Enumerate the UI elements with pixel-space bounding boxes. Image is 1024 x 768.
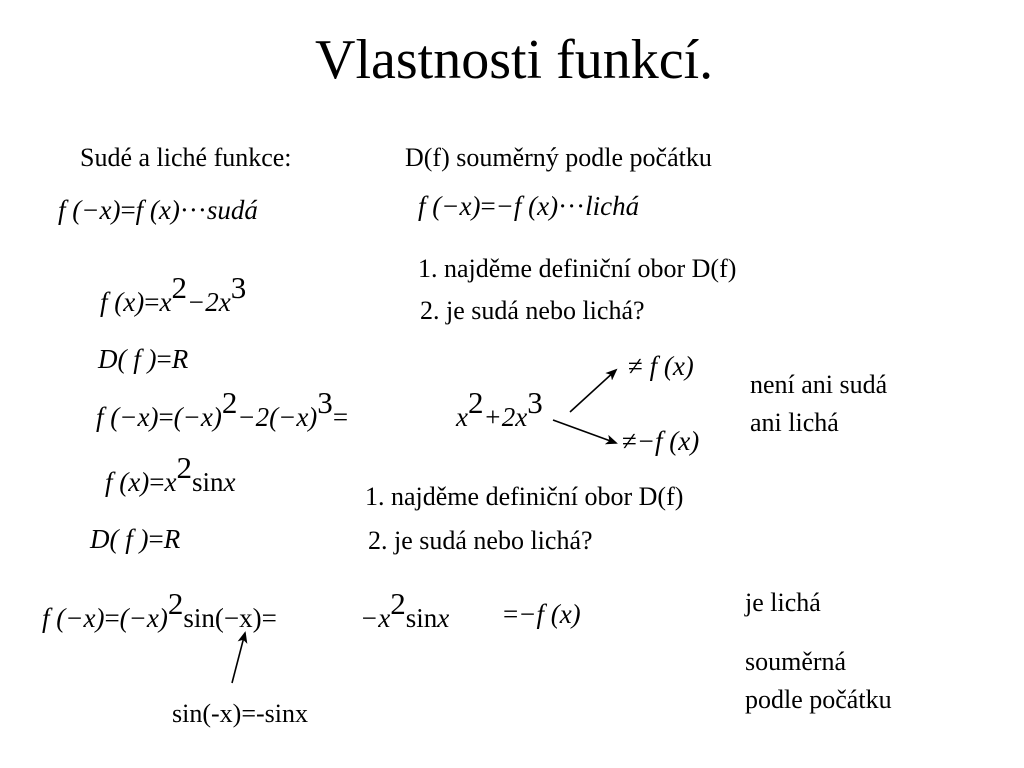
- example2-function: f (x)=x2sinx: [105, 449, 236, 497]
- ex2-fn-var: x: [223, 467, 236, 497]
- ex2-fn-lhs: f (x): [105, 467, 150, 497]
- ex2-fn-term1: x: [164, 467, 177, 497]
- ex2-fn-exp1: 2: [176, 449, 192, 485]
- ex2-mid-exp1: 2: [390, 585, 406, 621]
- sine-identity-note: sin(-x)=-sinx: [172, 699, 308, 728]
- example1-function: f (x)=x2−2x3: [100, 269, 247, 317]
- step-1-second: 1. najděme definiční obor D(f): [365, 482, 684, 511]
- ex2-test-sin: sin(−x): [183, 603, 262, 633]
- step-2-second: 2. je sudá nebo lichá?: [368, 526, 593, 555]
- ex1-fn-term1: x: [159, 287, 172, 317]
- example1-test: f (−x)=(−x)2−2(−x)3=: [96, 384, 349, 432]
- example1-conclusion-line1: není ani sudá: [750, 370, 888, 399]
- ex1-test-p1: (−x): [173, 402, 222, 432]
- ex2-dom-lhs: D( f ): [90, 524, 149, 554]
- neq2-expr: −f (x): [636, 426, 700, 456]
- ex2-test-p1: (−x): [119, 603, 168, 633]
- intro-symmetry-note: D(f) souměrný podle počátku: [405, 143, 712, 172]
- page-title: Vlastnosti funkcí.: [315, 29, 714, 91]
- example1-domain: D( f )=R: [98, 344, 189, 374]
- even-def-lhs: f (−x): [58, 195, 121, 225]
- step-1-first: 1. najděme definiční obor D(f): [418, 254, 737, 283]
- ex1-res-term2: +2x: [483, 402, 528, 432]
- ex2-test-exp1: 2: [167, 585, 184, 621]
- odd-def-dots: ···: [558, 191, 586, 221]
- ex1-test-p2: −2(−x): [237, 402, 318, 432]
- ex1-res-term1: x: [456, 402, 468, 432]
- even-def-rhs: f (x): [135, 195, 180, 225]
- intro-label: Sudé a liché funkce:: [80, 143, 292, 172]
- ex1-fn-lhs: f (x): [100, 287, 145, 317]
- ex2-dom-rhs: R: [163, 524, 181, 554]
- ex1-test-exp1: 2: [221, 384, 238, 420]
- arrow-up-right: [570, 370, 616, 412]
- even-def-word: sudá: [206, 195, 258, 225]
- ex2-test-lhs: f (−x): [42, 603, 105, 633]
- ex1-test-exp2: 3: [317, 384, 333, 420]
- ex2-mid-sin: sin: [405, 603, 438, 633]
- ex2-result: −f (x): [518, 599, 581, 629]
- odd-def-rhs: −f (x): [495, 191, 559, 221]
- ex1-fn-term2: −2x: [186, 287, 231, 317]
- neq1-symbol: ≠: [628, 351, 643, 381]
- neq2-symbol: ≠: [622, 426, 637, 456]
- ex1-test-lhs: f (−x): [96, 402, 159, 432]
- even-definition: f (−x)=f (x)···sudá: [58, 195, 258, 225]
- even-def-dots: ···: [179, 195, 207, 225]
- example2-conclusion-odd: je lichá: [745, 588, 821, 617]
- ex1-dom-rhs: R: [171, 344, 189, 374]
- step-2-first: 2. je sudá nebo lichá?: [420, 296, 645, 325]
- example2-test-result: =−f (x): [503, 599, 581, 629]
- ex1-res-exp2: 3: [527, 384, 543, 420]
- arrow-down-right: [553, 420, 616, 443]
- arrow-to-sin: [232, 633, 245, 683]
- example2-conclusion-symmetric-line2: podle počátku: [745, 685, 892, 714]
- ex2-mid-var: x: [437, 603, 450, 633]
- ex2-mid-term1: −x: [360, 603, 391, 633]
- neq1-expr: f (x): [649, 351, 694, 381]
- ex1-fn-exp1: 2: [171, 269, 187, 305]
- ex1-fn-exp2: 3: [230, 269, 247, 305]
- example2-conclusion-symmetric-line1: souměrná: [745, 647, 847, 676]
- ex1-res-exp1: 2: [467, 384, 484, 420]
- odd-def-word: lichá: [585, 191, 640, 221]
- example2-domain: D( f )=R: [90, 524, 181, 554]
- ex2-fn-sin: sin: [191, 467, 224, 497]
- odd-def-lhs: f (−x): [418, 191, 481, 221]
- ex1-dom-lhs: D( f ): [98, 344, 157, 374]
- example2-test: f (−x)=(−x)2sin(−x)=: [42, 585, 277, 633]
- odd-definition: f (−x)=−f (x)···lichá: [418, 191, 640, 221]
- example1-conclusion-line2: ani lichá: [750, 408, 839, 437]
